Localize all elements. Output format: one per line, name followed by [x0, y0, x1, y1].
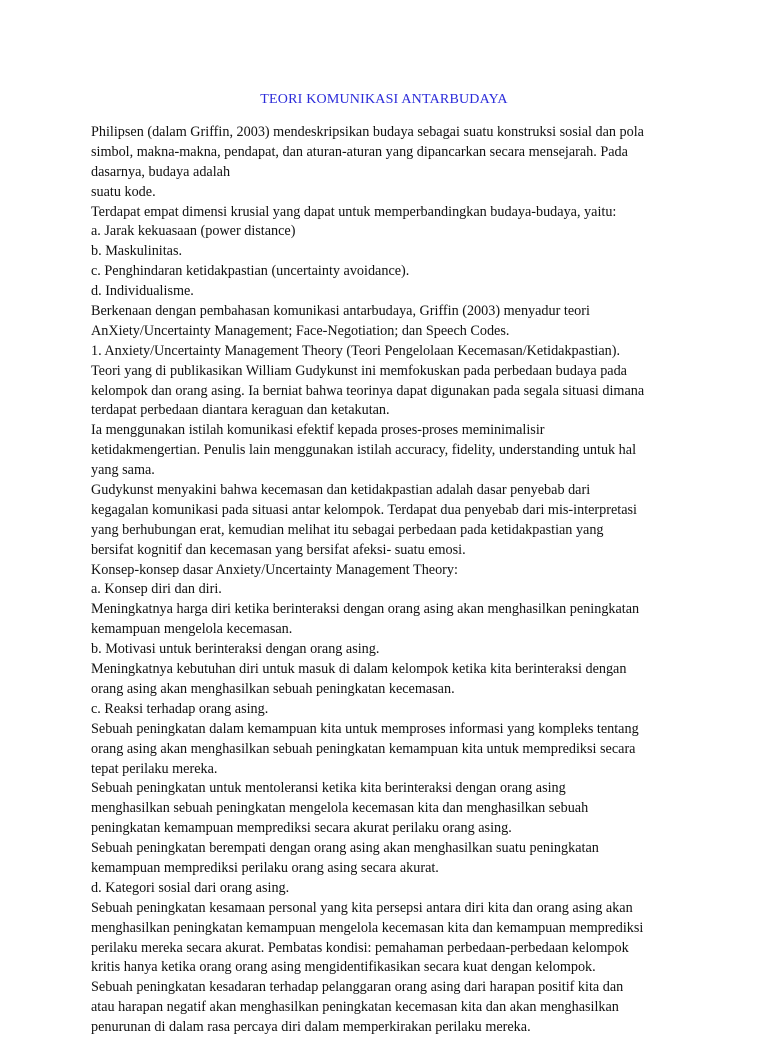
text-line: suatu kode.	[91, 183, 156, 200]
text-line: Teori yang di publikasikan William Gudykunst ini memfokuskan pada perbedaan budaya pada	[91, 362, 627, 379]
text-line: terdapat perbedaan diantara keraguan dan ketakutan.	[91, 402, 390, 419]
text-line: menghasilkan sebuah peningkatan mengelola kecemasan kita dan menghasilkan sebuah	[91, 800, 589, 817]
text-line: menghasilkan peningkatan kemampuan mengelola kecemasan kita dan kemampuan memprediksi	[91, 919, 644, 936]
text-line: peningkatan kemampuan memprediksi secara akurat perilaku orang asing.	[91, 820, 512, 837]
text-line: d. Kategori sosial dari orang asing.	[91, 879, 290, 896]
text-line: ketidakmengertian. Penulis lain menggunakan istilah accuracy, fidelity, understanding untuk hal	[91, 442, 637, 459]
text-line: penurunan di dalam rasa percaya diri dalam memperkirakan perilaku mereka.	[91, 1019, 531, 1036]
text-line: tepat perilaku mereka.	[91, 760, 218, 777]
text-line: Sebuah peningkatan kesadaran terhadap pelanggaran orang asing dari harapan positif kita dan	[91, 979, 624, 996]
text-line: kritis hanya ketika orang orang asing mengidentifikasikan secara kuat dengan kelompok.	[91, 959, 596, 976]
text-line: yang sama.	[91, 462, 155, 479]
text-line: atau harapan negatif akan menghasilkan peningkatan kecemasan kita dan akan menghasilkan	[91, 999, 619, 1016]
text-line: Sebuah peningkatan untuk mentoleransi ketika kita berinteraksi dengan orang asing	[91, 780, 566, 797]
text-line: kemampuan memprediksi perilaku orang asing secara akurat.	[91, 859, 439, 876]
text-line: Meningkatnya harga diri ketika berinteraksi dengan orang asing akan menghasilkan peningkatan	[91, 601, 640, 618]
text-line: Sebuah peningkatan dalam kemampuan kita untuk memproses informasi yang kompleks tentang	[91, 720, 639, 737]
text-line: perilaku mereka secara akurat. Pembatas kondisi: pemahaman perbedaan-perbedaan kelompok	[91, 939, 629, 956]
text-line: dasarnya, budaya adalah	[91, 163, 231, 180]
text-line: d. Individualisme.	[91, 283, 194, 300]
text-line: Philipsen (dalam Griffin, 2003) mendeskripsikan budaya sebagai suatu konstruksi sosial dan pola	[91, 124, 644, 140]
text-line: kemampuan mengelola kecemasan.	[91, 621, 293, 638]
text-line: kelompok dan orang asing. Ia berniat bahwa teorinya dapat digunakan pada segala situasi dimana	[91, 382, 645, 399]
text-line: c. Reaksi terhadap orang asing.	[91, 700, 269, 717]
text-line: kegagalan komunikasi pada situasi antar kelompok. Terdapat dua penyebab dari mis-interpretasi	[91, 501, 637, 518]
text-line: bersifat kognitif dan kecemasan yang bersifat afeksi- suatu emosi.	[91, 541, 466, 558]
text-line: orang asing akan menghasilkan sebuah peningkatan kemampuan kita untuk memprediksi secara	[91, 740, 636, 757]
text-line: simbol, makna-makna, pendapat, dan aturan-aturan yang dipancarkan secara mensejarah. Pada	[91, 143, 628, 160]
text-line: Berkenaan dengan pembahasan komunikasi antarbudaya, Griffin (2003) menyadur teori	[91, 303, 590, 320]
text-line: AnXiety/Uncertainty Management; Face-Negotiation; dan Speech Codes.	[91, 322, 510, 339]
text-line: Meningkatnya kebutuhan diri untuk masuk di dalam kelompok ketika kita berinteraksi dengan	[91, 661, 627, 678]
text-line: Gudykunst menyakini bahwa kecemasan dan ketidakpastian adalah dasar penyebab dari	[91, 482, 591, 499]
text-line: Konsep-konsep dasar Anxiety/Uncertainty Management Theory:	[91, 561, 458, 578]
document-title: TEORI KOMUNIKASI ANTARBUDAYA	[260, 92, 508, 107]
text-line: a. Jarak kekuasaan (power distance)	[91, 223, 296, 240]
document-body	[91, 123, 731, 1038]
text-line: Terdapat empat dimensi krusial yang dapat untuk memperbandingkan budaya-budaya, yaitu:	[91, 203, 617, 220]
text-line: a. Konsep diri dan diri.	[91, 581, 222, 598]
text-line: Sebuah peningkatan kesamaan personal yang kita persepsi antara diri kita dan orang asing akan	[91, 899, 633, 916]
text-line: Sebuah peningkatan berempati dengan orang asing akan menghasilkan suatu peningkatan	[91, 840, 599, 857]
text-line: b. Motivasi untuk berinteraksi dengan orang asing.	[91, 641, 380, 658]
text-line: c. Penghindaran ketidakpastian (uncertainty avoidance).	[91, 263, 410, 280]
text-line: 1. Anxiety/Uncertainty Management Theory (Teori Pengelolaan Kecemasan/Ketidakpastian).	[91, 342, 621, 359]
text-line: orang asing akan menghasilkan sebuah peningkatan kecemasan.	[91, 680, 455, 697]
text-line: Ia menggunakan istilah komunikasi efektif kepada proses-proses meminimalisir	[91, 422, 545, 439]
text-line: yang berhubungan erat, kemudian melihat itu sebagai perbedaan pada ketidakpastian yang	[91, 521, 604, 538]
text-line: b. Maskulinitas.	[91, 243, 183, 260]
